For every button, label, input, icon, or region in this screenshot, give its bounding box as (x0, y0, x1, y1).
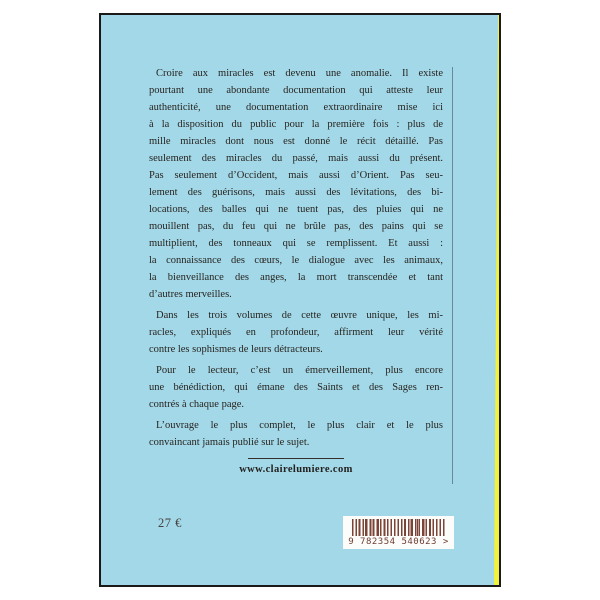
text-line: L’ouvrage le plus complet, le plus clair et le plus (156, 420, 443, 431)
scan-crease-line (452, 67, 453, 484)
text-line: la connaissance des cœurs, le dialogue avec les animaux, (149, 255, 443, 266)
text-line: Dans les trois volumes de cette œuvre unique, les mi- (156, 310, 443, 321)
text-line: convaincant jamais publié sur le sujet. (149, 437, 310, 448)
price-label: 27 € (158, 516, 182, 530)
text-line: Croire aux miracles est devenu une anomalie. Il existe (156, 68, 443, 79)
text-line: une bénédiction, qui émane des Saints et des Sages ren- (149, 382, 443, 393)
text-line: contre les sophismes de leurs détracteurs. (149, 344, 323, 355)
text-line: la bienveillance des anges, la mort transcendée et tant (149, 272, 443, 283)
paragraph-4 (149, 417, 443, 451)
text-line: d’autres merveilles. (149, 289, 232, 300)
text-line: lement des guérisons, mais aussi des lévitations, des bi- (149, 187, 443, 198)
text-line: à la disposition du public pour la première fois : plus de (149, 119, 443, 130)
text-line: contrés à chaque page. (149, 399, 245, 410)
paragraph-2 (149, 307, 443, 358)
barcode-digits: 9 782354 540623 > (348, 537, 449, 547)
barcode (343, 516, 454, 549)
page-edge-strip (494, 15, 499, 585)
text-line: pourtant une abondante documentation qui atteste leur (149, 85, 443, 96)
paragraph-3 (149, 362, 443, 413)
text-line: mille miracles dont nous est donné le récit détaillé. Pas (149, 136, 443, 147)
text-line: locations, des balles qui ne tuent pas, des pluies qui ne (149, 204, 443, 215)
paragraph-1 (149, 65, 443, 303)
text-line: racles, expliqués en profondeur, affirment leur vérité (149, 327, 443, 338)
text-line: Pas seulement d’Occident, mais aussi d’Orient. Pas seu- (149, 170, 443, 181)
book-back-cover (99, 13, 501, 587)
text-line: multiplient, des tonneaux qui se remplissent. Et aussi : (149, 238, 443, 249)
text-line: mouillent pas, du feu qui ne brûle pas, des pains qui se (149, 221, 443, 232)
divider-rule (248, 458, 344, 459)
blurb (149, 65, 443, 475)
text-line: Pour le lecteur, c’est un émerveillement, plus encore (156, 365, 443, 376)
text-line: seulement des miracles du passé, mais aussi du présent. (149, 153, 443, 164)
text-line: authenticité, une documentation extraordinaire mise ici (149, 102, 443, 113)
website-url: www.clairelumiere.com (239, 464, 353, 475)
barcode-bars (352, 519, 445, 536)
